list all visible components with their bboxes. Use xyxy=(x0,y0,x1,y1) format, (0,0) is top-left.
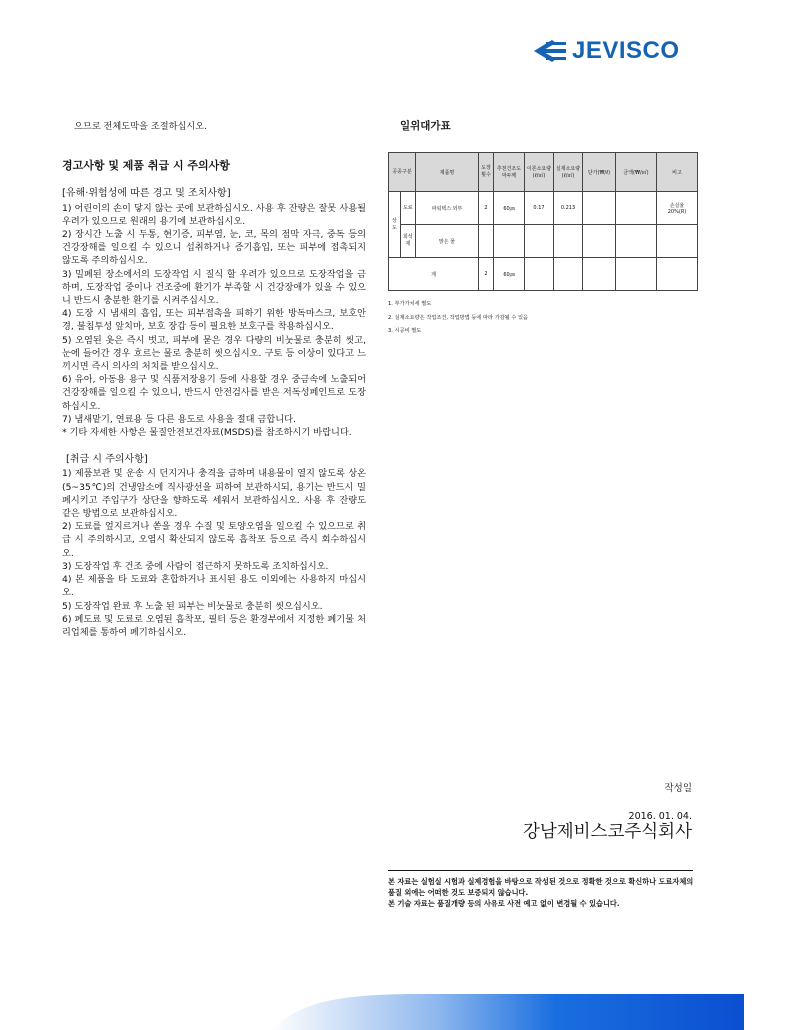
col-header-thickness: 추천건조도막두께 xyxy=(494,153,525,192)
handling-item: 1) 제품보관 및 운송 시 던지거나 충격을 금하며 내용물이 열지 않도록 상온(5~35℃)의 건냉암소에 직사광선을 피하여 보관하시되, 용기는 반드시 밀폐시키고 주입구가 상단을 향하도록 세워서 보관하십시오. 사용 후 잔량도 같은 방법으로 보관하십시오. xyxy=(62,468,366,520)
jevisco-logo xyxy=(526,36,702,66)
handling-item: 5) 도장작업 완료 후 노출 된 피부는 비눗물로 충분히 씻으십시오. xyxy=(62,600,323,612)
col-header-type: 공종구분 xyxy=(389,153,416,192)
cell-product: 맑은 물 xyxy=(416,225,479,258)
warning-item: 1) 어린이의 손이 닿지 않는 곳에 보관하십시오. 사용 후 잔량은 잘못 사용될 우려가 있으므로 원래의 용기에 보관하십시오. xyxy=(62,202,366,227)
continuation-text: 으므로 전체도막을 조절하십시오. xyxy=(74,121,208,132)
footer-wave-decoration xyxy=(0,984,800,1030)
jevisco-mark-icon xyxy=(526,37,570,65)
cell-sub: 희석제 xyxy=(400,225,415,258)
disclaimer-line: 본 자료는 실험실 시험과 실제경험을 바탕으로 작성된 것으로 정확한 것으로 확신하나 도료자체의 품질 외에는 어떠한 것도 보증되지 않습니다. xyxy=(388,877,694,897)
cell-theory xyxy=(525,258,554,291)
table-note: 2. 실제소요량은 작업조건, 작업방법 등에 따라 가감될 수 있음 xyxy=(388,314,529,321)
cell-sub: 도료 xyxy=(400,192,415,225)
cell-actual xyxy=(554,225,583,258)
col-header-product: 제품명 xyxy=(416,153,479,192)
handling-item: 2) 도료를 엎지르거나 쏟을 경우 수질 및 토양오염을 일으킬 수 있으므로 취급 시 주의하시고, 오염시 확산되지 않도록 흡착포 등으로 즉시 회수하십시오. xyxy=(62,521,366,559)
document-date: 2016. 01. 04. xyxy=(628,811,692,822)
left-column xyxy=(62,120,366,639)
author-label: 작성일 xyxy=(664,783,692,794)
warnings-heading: 경고사항 및 제품 취급 시 주의사항 xyxy=(62,159,230,173)
cell-remarks xyxy=(657,258,698,291)
cell-cost xyxy=(616,258,657,291)
company-name: 강남제비스코주식회사 xyxy=(522,822,692,842)
warning-item: 3) 밀폐된 장소에서의 도장작업 시 질식 할 우려가 있으므로 도장작업을 금하며, 도장작업 중이나 건조중에 환기가 부족할 시 건강장애가 있을 수 있으니 반드시 충분한 환기를 시켜주십시오. xyxy=(62,268,366,307)
cell-total-label: 계 xyxy=(389,258,479,291)
cell-unit-price xyxy=(583,192,616,225)
cell-actual xyxy=(554,258,583,291)
cell-group: 상도 xyxy=(389,192,401,258)
remarks-line: 손실율 xyxy=(669,202,685,209)
col-header-unit-price: 단가(₩/ℓ) xyxy=(583,153,616,192)
handling-subtitle: [취급 시 주의사항] xyxy=(66,454,148,466)
col-header-actual: 실제소요량(ℓ/㎡) xyxy=(554,153,583,192)
col-header-theory: 이론소요량(ℓ/㎡) xyxy=(525,153,554,192)
col-header-remarks: 비고 xyxy=(657,153,698,192)
disclaimer-line: 본 기술 자료는 품질개량 등의 사유로 사전 예고 없이 변경될 수 있습니다. xyxy=(388,899,620,908)
cell-remarks xyxy=(657,225,698,258)
table-total-row xyxy=(389,258,698,291)
warning-item: 4) 도장 시 냄새의 흡입, 또는 피부접촉을 피하기 위한 방독마스크, 보호안경, 불침투성 앞치마, 보호 장갑 등이 필요한 보호구를 착용하십시오. xyxy=(62,308,366,333)
table-note: 3. 시공비 별도 xyxy=(388,328,422,334)
cell-coats: 2 xyxy=(479,258,494,291)
warning-item: 6) 유아, 아동용 용구 및 식품저장용기 등에 사용할 경우 중금속에 노출되어 건강장해를 일으킬 수 있으니, 반드시 안전검사를 받은 저독성페인트로 도장하십시오. xyxy=(62,374,366,412)
handling-item: 4) 본 제품을 타 도료와 혼합하거나 표시된 용도 이외에는 사용하지 마십시오. xyxy=(62,574,366,599)
cell-unit-price xyxy=(583,225,616,258)
cell-thickness xyxy=(494,225,525,258)
table-row xyxy=(389,225,698,258)
cell-coats: 2 xyxy=(479,192,494,225)
warning-subtitle: [유해·위험성에 따른 경고 및 조치사항] xyxy=(62,188,231,200)
handling-item: 3) 도장작업 후 건조 중에 사람이 접근하지 못하도록 조치하십시오. xyxy=(62,560,329,572)
divider xyxy=(388,870,693,871)
cell-remarks xyxy=(657,192,698,225)
warning-item: 2) 장시간 노출 시 두통, 현기증, 피부염, 눈, 코, 목의 점막 자극, 중독 등의 건강장해를 일으킬 수 있으니 섭취하거나 증기흡입, 또는 피부에 접촉되지 않도록 주의하십시오. xyxy=(62,229,366,267)
table-note: 1. 부가가치세 별도 xyxy=(388,301,432,307)
unit-cost-table-title: 일위대가표 xyxy=(400,120,451,132)
cell-cost xyxy=(616,225,657,258)
col-header-cost: 금액(₩/㎡) xyxy=(616,153,657,192)
cell-cost xyxy=(616,192,657,225)
disclaimer xyxy=(388,876,698,909)
warning-item: 7) 냄새맡기, 연료용 등 다른 용도로 사용을 절대 금합니다. xyxy=(62,413,296,425)
warning-item: 5) 오염된 옷은 즉시 벗고, 피부에 묻은 경우 다량의 비눗물로 충분히 씻고, 눈에 들어간 경우 흐르는 물로 충분히 씻으십시오. 구토 등 이상이 있다고 느끼시면 즉시 의사의 처치를 받으십시오. xyxy=(62,334,366,373)
cell-coats xyxy=(479,225,494,258)
cell-theory xyxy=(525,225,554,258)
cell-actual: 0.213 xyxy=(554,192,583,225)
cell-product: 파워텍스 외부 xyxy=(416,192,479,225)
table-row xyxy=(389,192,698,225)
handling-item: 6) 폐도료 및 도료로 오염된 흡착포, 필터 등은 환경부에서 지정한 폐기물 처리업체를 통하여 폐기하십시오. xyxy=(62,613,366,638)
table-notes xyxy=(388,298,528,339)
cell-theory: 0.17 xyxy=(525,192,554,225)
logo-text: JEVISCO xyxy=(572,37,680,64)
warning-item: * 기타 자세한 사항은 물질안전보건자료(MSDS)를 참조하시기 바랍니다. xyxy=(62,427,352,439)
cell-unit-price xyxy=(583,258,616,291)
remarks-line: 20%(R) xyxy=(667,208,687,215)
cell-thickness: 60㎛ xyxy=(494,258,525,291)
cell-thickness: 60㎛ xyxy=(494,192,525,225)
col-header-coats: 도장횟수 xyxy=(479,153,494,192)
unit-cost-table xyxy=(388,152,698,291)
